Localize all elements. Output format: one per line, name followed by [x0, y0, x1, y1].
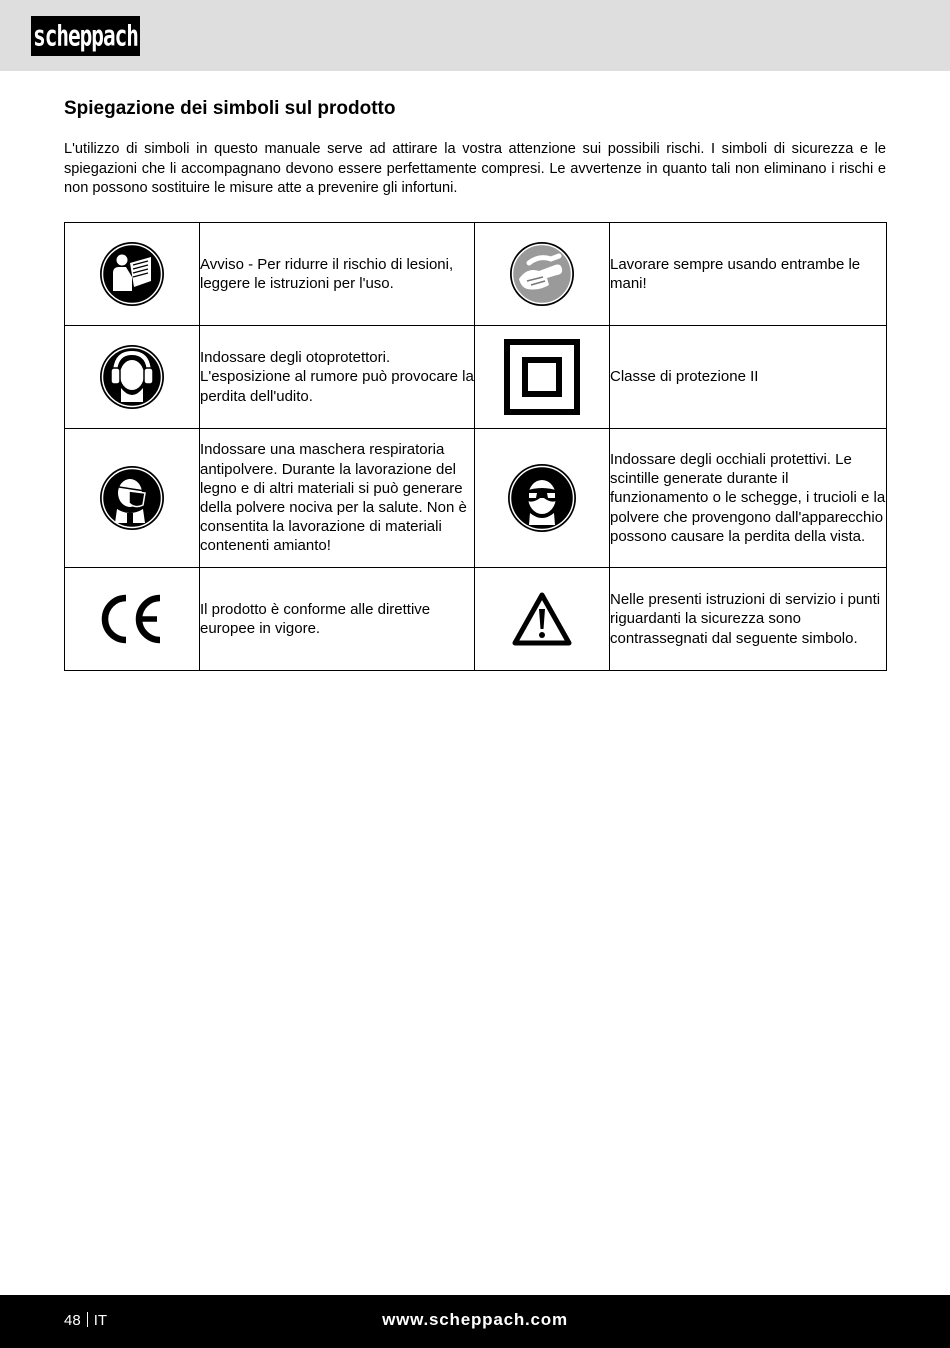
- table-row: [65, 568, 887, 671]
- two-hands-icon: [509, 241, 575, 307]
- symbol-description: Il prodotto è conforme alle direttive europee in vigore.: [200, 568, 475, 671]
- page-footer: [0, 1295, 950, 1348]
- symbol-description: Indossare degli otoprotettori. L'esposizione al rumore può provocare la perdita dell'udito.: [200, 326, 475, 429]
- symbol-description: Lavorare sempre usando entrambe le mani!: [610, 223, 887, 326]
- table-row: [65, 326, 887, 429]
- section-title: Spiegazione dei simboli sul prodotto: [64, 98, 396, 119]
- symbol-description: Avviso - Per ridurre il rischio di lesioni, leggere le istruzioni per l'uso.: [200, 223, 475, 326]
- intro-paragraph: L'utilizzo di simboli in questo manuale serve ad attirare la vostra attenzione sui possibili rischi. I simboli di sicurezza e le spiegazioni che li accompagnano devono essere perfettamente compresi. Le avvertenze in quanto tali non eliminano i rischi e non possono sostituire le misure atte a prevenire gli infortuni.: [64, 141, 886, 196]
- language-code: IT: [93, 1312, 108, 1329]
- page-header: [0, 0, 950, 71]
- read-manual-icon: [99, 241, 165, 307]
- symbol-description: Classe di protezione II: [610, 326, 887, 429]
- symbol-description: Indossare degli occhiali protettivi. Le scintille generate durante il funzionamento o le schegge, i trucioli e la polvere che provengono dall'apparecchio possono causare la perdita della vista.: [610, 429, 887, 568]
- symbols-table: [64, 222, 887, 671]
- ear-protection-icon: [99, 344, 165, 410]
- table-row: [65, 429, 887, 568]
- protection-class-ii-icon: [504, 339, 580, 415]
- safety-goggles-icon: [507, 463, 577, 533]
- table-row: [65, 223, 887, 326]
- symbol-description: Indossare una maschera respiratoria antipolvere. Durante la lavorazione del legno e di altri materiali si può generare della polvere nociva per la salute. Non è consentita la lavorazione di materiali contenenti amianto!: [200, 429, 475, 568]
- page-number: 48: [64, 1312, 81, 1329]
- ce-mark-icon: [99, 594, 165, 644]
- symbol-description: Nelle presenti istruzioni di servizio i punti riguardanti la sicurezza sono contrassegnati dal seguente simbolo.: [610, 568, 887, 671]
- dust-mask-icon: [99, 465, 165, 531]
- warning-triangle-icon: [511, 591, 573, 647]
- scheppach-logo: scheppach: [31, 16, 140, 56]
- website-link[interactable]: www.scheppach.com: [382, 1310, 568, 1329]
